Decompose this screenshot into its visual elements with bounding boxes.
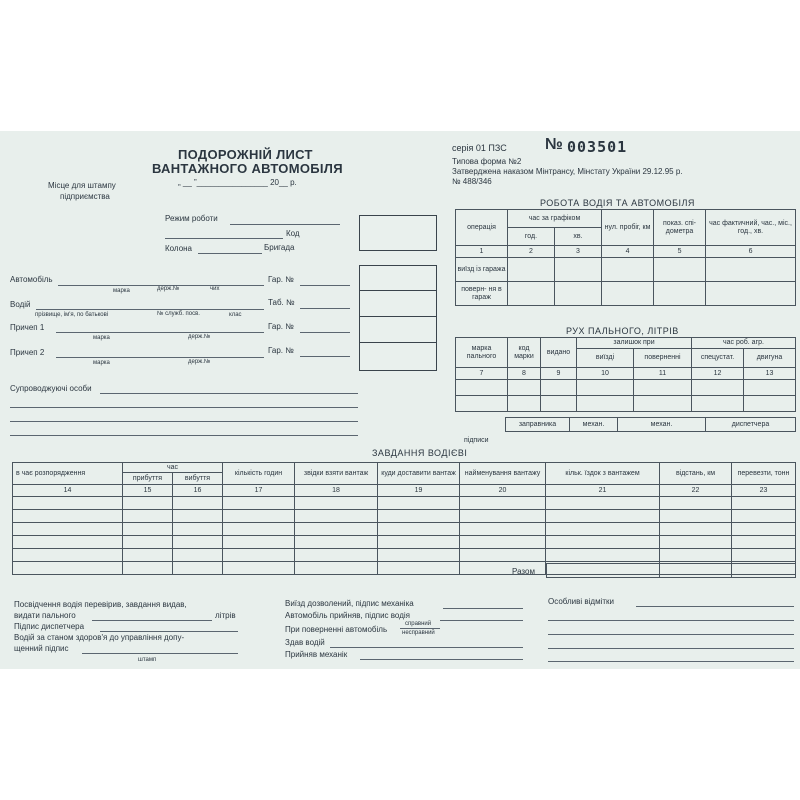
col-time: час (123, 463, 223, 473)
entry-cell[interactable] (602, 282, 654, 306)
sign-tanker[interactable]: заправника (506, 418, 570, 432)
fuel-amount-line[interactable] (92, 620, 212, 621)
total-distance-cell[interactable] (660, 564, 732, 578)
stamp-place-label-2: підприємства (60, 192, 110, 201)
entry-cell[interactable] (508, 258, 555, 282)
sign-mechanic-1[interactable]: механ. (570, 418, 618, 432)
driver-line[interactable] (36, 309, 264, 310)
car-label: Автомобіль (10, 275, 53, 284)
task-cell[interactable] (732, 497, 796, 510)
entry-cell[interactable] (654, 282, 706, 306)
entry-cell[interactable] (508, 380, 541, 396)
footer-dispatcher-signature: Підпис диспетчера (14, 622, 85, 631)
entry-cell[interactable] (577, 380, 634, 396)
footer-admitted-signature: щенний підпис (14, 644, 69, 653)
tasks-title: ЗАВДАННЯ ВОДІЄВІ (372, 448, 468, 458)
footer-car-accepted: Автомобіль прийняв, підпис водія (285, 611, 410, 620)
signatures-label: підписи (464, 437, 489, 444)
col-brand-code: код марки (508, 338, 541, 368)
task-cell[interactable] (173, 523, 223, 536)
special-marks-line-2[interactable] (548, 620, 794, 621)
driver-work-title: РОБОТА ВОДІЯ ТА АВТОМОБІЛЯ (540, 198, 695, 208)
entry-cell[interactable] (541, 396, 577, 412)
task-cell[interactable] (295, 536, 378, 549)
col-hours: год. (508, 228, 555, 246)
work-mode-line[interactable] (230, 224, 340, 225)
col-hours-count: кількість годин (223, 463, 295, 485)
escort-line-3[interactable] (10, 421, 358, 422)
task-cell[interactable] (732, 549, 796, 562)
task-cell[interactable] (378, 497, 460, 510)
num-cell: 5 (654, 246, 706, 258)
task-cell[interactable] (123, 536, 173, 549)
col-operation: операція (456, 210, 508, 246)
handed-driver-line[interactable] (330, 647, 523, 648)
departure-allowed-line[interactable] (443, 608, 523, 609)
col-transport: перевезти, тонн (732, 463, 796, 485)
task-cell[interactable] (123, 497, 173, 510)
num-cell: 8 (508, 368, 541, 380)
footer-accepted-mechanic: Прийняв механік (285, 650, 348, 659)
column-line[interactable] (198, 253, 262, 254)
footer-liters-unit: літрів (215, 611, 236, 620)
entry-cell[interactable] (456, 396, 508, 412)
col-cargo-name: найменування вантажу (460, 463, 546, 485)
footer-faulty: несправний (402, 630, 435, 636)
col-departed: вибуття (173, 473, 223, 485)
num-cell: 16 (173, 485, 223, 497)
accepted-mechanic-line[interactable] (360, 659, 523, 660)
tasks-table (12, 462, 796, 575)
driver-work-table (455, 209, 796, 306)
num-cell: 20 (460, 485, 546, 497)
total-row (546, 563, 796, 578)
task-cell[interactable] (378, 510, 460, 523)
code-line[interactable] (165, 238, 283, 239)
task-cell[interactable] (732, 510, 796, 523)
num-cell: 2 (508, 246, 555, 258)
total-trips-cell[interactable] (547, 564, 660, 578)
trailer2-label: Причеп 2 (10, 348, 45, 357)
entry-cell[interactable] (456, 380, 508, 396)
num-cell: 6 (706, 246, 796, 258)
task-cell[interactable] (123, 562, 173, 575)
num-cell: 3 (555, 246, 602, 258)
trailer1-line[interactable] (56, 332, 264, 333)
sign-dispatcher[interactable]: диспетчера (706, 418, 796, 432)
task-cell[interactable] (123, 549, 173, 562)
task-cell[interactable] (660, 510, 732, 523)
entry-cell[interactable] (602, 258, 654, 282)
entry-cell[interactable] (692, 380, 744, 396)
task-cell[interactable] (173, 562, 223, 575)
footer-driver-health: Водій за станом здоров'я до управління допу- (14, 633, 185, 642)
num-cell: 22 (660, 485, 732, 497)
task-cell[interactable] (460, 536, 546, 549)
fuel-signatures-table (505, 417, 796, 432)
footer-license-checked: Посвідчення водія перевірив, завдання видав, (14, 600, 187, 609)
car-sub-reg: держ.№ (157, 286, 180, 292)
number-sign: № (545, 136, 563, 153)
num-cell: 19 (378, 485, 460, 497)
row-return: поверн- ня в гараж (456, 282, 508, 306)
num-cell: 4 (602, 246, 654, 258)
task-cell[interactable] (13, 536, 123, 549)
col-at-disposal: в чає розпорядження (13, 463, 123, 485)
tab-no-line[interactable] (300, 308, 350, 309)
brigade-label: Бригада (264, 243, 295, 252)
approval-note: Затверджена наказом Мінтрансу, Мінстату України 29.12.95 р. (452, 167, 683, 176)
task-cell[interactable] (173, 549, 223, 562)
entry-cell[interactable] (508, 282, 555, 306)
driver-sub-cert: № служб. посв. (157, 311, 200, 317)
entry-cell[interactable] (555, 258, 602, 282)
task-cell[interactable] (660, 536, 732, 549)
col-on-return: поверненні (634, 349, 692, 368)
total-transport-cell[interactable] (732, 564, 796, 578)
total-label: Разом (512, 567, 535, 576)
num-cell: 11 (634, 368, 692, 380)
task-cell[interactable] (173, 510, 223, 523)
col-engine: двигуна (744, 349, 796, 368)
car-sub-col: чих (210, 286, 220, 292)
date-line[interactable]: „ __ ”________________ 20__ р. (178, 178, 297, 187)
task-cell[interactable] (460, 523, 546, 536)
dispatcher-signature-line[interactable] (100, 631, 238, 632)
task-cell[interactable] (223, 510, 295, 523)
special-marks-line-1[interactable] (636, 606, 794, 607)
task-cell[interactable] (295, 562, 378, 575)
task-cell[interactable] (223, 562, 295, 575)
footer-handed-driver: Здав водій (285, 638, 325, 647)
task-cell[interactable] (460, 549, 546, 562)
driver-sub-class: клас (229, 312, 242, 318)
num-cell: 17 (223, 485, 295, 497)
task-cell[interactable] (378, 562, 460, 575)
num-cell: 12 (692, 368, 744, 380)
task-cell[interactable] (732, 523, 796, 536)
entry-cell[interactable] (541, 380, 577, 396)
entry-cell[interactable] (744, 396, 796, 412)
work-mode-label: Режим роботи (165, 214, 218, 223)
special-marks-line-4[interactable] (548, 648, 794, 649)
num-cell: 13 (744, 368, 796, 380)
trailer2-gar-line[interactable] (300, 356, 350, 357)
stamp-place-label: Місце для штампу (48, 181, 116, 190)
col-from: звідки взяти вантаж (295, 463, 378, 485)
trailer2-sub-brand: марка (93, 360, 110, 366)
entry-cell[interactable] (654, 258, 706, 282)
task-cell[interactable] (546, 497, 660, 510)
fuel-title: РУХ ПАЛЬНОГО, ЛІТРІВ (566, 326, 679, 336)
series-label: серія 01 ПЗС (452, 143, 507, 153)
task-cell[interactable] (378, 536, 460, 549)
num-cell: 7 (456, 368, 508, 380)
num-cell: 15 (123, 485, 173, 497)
approval-number: № 488/346 (452, 177, 492, 186)
tab-no-label: Таб. № (268, 298, 295, 307)
sign-mechanic-2[interactable]: механ. (618, 418, 706, 432)
special-marks-line-5[interactable] (548, 661, 794, 662)
footer-issue-fuel: видати пального (14, 611, 76, 620)
col-fuel-brand: марка пального (456, 338, 508, 368)
num-cell: 14 (13, 485, 123, 497)
task-cell[interactable] (223, 536, 295, 549)
task-cell[interactable] (223, 549, 295, 562)
col-remaining: залишок при (577, 338, 692, 349)
task-cell[interactable] (660, 523, 732, 536)
col-on-departure: виїзді (577, 349, 634, 368)
col-time-work: час роб. агр. (692, 338, 796, 349)
entry-cell[interactable] (744, 380, 796, 396)
col-to: куди доставити вантаж (378, 463, 460, 485)
task-cell[interactable] (13, 497, 123, 510)
trailer1-gar-line[interactable] (300, 332, 350, 333)
col-minutes: хв. (555, 228, 602, 246)
col-zero-run: нул. пробіг, км (602, 210, 654, 246)
typical-form: Типова форма №2 (452, 157, 522, 166)
task-cell[interactable] (546, 510, 660, 523)
footer-special-marks: Особливі відмітки (548, 597, 614, 606)
task-cell[interactable] (173, 536, 223, 549)
num-cell: 18 (295, 485, 378, 497)
waybill-sheet (0, 131, 800, 669)
stamp-box-column (359, 265, 437, 371)
trailer2-line[interactable] (56, 357, 264, 358)
return-state-divider (400, 628, 440, 629)
code-label: Код (286, 229, 300, 238)
col-trips: кільк. їздок з вантажем (546, 463, 660, 485)
task-cell[interactable] (13, 510, 123, 523)
task-cell[interactable] (295, 497, 378, 510)
escort-line-4[interactable] (10, 435, 358, 436)
task-cell[interactable] (223, 497, 295, 510)
task-cell[interactable] (378, 549, 460, 562)
col-sched-time: час за графіком (508, 210, 602, 228)
entry-cell[interactable] (634, 396, 692, 412)
col-actual-time: час фактичний, час., міс., год., хв. (706, 210, 796, 246)
task-cell[interactable] (660, 497, 732, 510)
driver-sub-name: прізвище, ім'я, по батькові (35, 312, 109, 318)
task-cell[interactable] (546, 549, 660, 562)
task-cell[interactable] (223, 523, 295, 536)
task-cell[interactable] (660, 549, 732, 562)
car-accepted-line[interactable] (440, 620, 523, 621)
task-cell[interactable] (460, 510, 546, 523)
task-cell[interactable] (460, 497, 546, 510)
car-gar-line[interactable] (300, 285, 350, 286)
column-label: Колона (165, 244, 193, 253)
task-cell[interactable] (546, 536, 660, 549)
entry-cell[interactable] (692, 396, 744, 412)
num-cell: 23 (732, 485, 796, 497)
task-cell[interactable] (123, 510, 173, 523)
stamp-box-top[interactable] (359, 215, 437, 251)
col-odometer: показ. спі- дометра (654, 210, 706, 246)
row-departure: виїзд із гаража (456, 258, 508, 282)
trailer1-sub-reg: держ.№ (188, 334, 211, 340)
footer-stamp-sub: штамп (138, 657, 157, 663)
task-cell[interactable] (378, 523, 460, 536)
entry-cell[interactable] (555, 282, 602, 306)
num-cell: 1 (456, 246, 508, 258)
footer-departure-allowed: Виїзд дозволений, підпис механіка (285, 599, 414, 608)
col-special: спецустат. (692, 349, 744, 368)
task-cell[interactable] (295, 523, 378, 536)
task-cell[interactable] (732, 536, 796, 549)
trailer2-sub-reg: держ.№ (188, 359, 211, 365)
footer-on-return: При поверненні автомобіль (285, 625, 388, 634)
entry-cell[interactable] (706, 282, 796, 306)
num-cell: 10 (577, 368, 634, 380)
task-cell[interactable] (546, 523, 660, 536)
escort-line-1[interactable] (100, 393, 358, 394)
task-cell[interactable] (295, 510, 378, 523)
task-cell[interactable] (295, 549, 378, 562)
task-cell[interactable] (123, 523, 173, 536)
num-cell: 21 (546, 485, 660, 497)
trailer2-gar-label: Гар. № (268, 346, 294, 355)
escort-label: Супроводжуючі особи (10, 384, 92, 393)
trailer1-sub-brand: марка (93, 335, 110, 341)
entry-cell[interactable] (706, 258, 796, 282)
form-number: 003501 (567, 138, 628, 156)
col-issued: видано (541, 338, 577, 368)
form-title-line2: ВАНТАЖНОГО АВТОМОБІЛЯ (152, 161, 343, 176)
col-arrived: прибуття (123, 473, 173, 485)
admitted-signature-line[interactable] (82, 653, 238, 654)
car-gar-label: Гар. № (268, 275, 294, 284)
special-marks-line-3[interactable] (548, 634, 794, 635)
form-title-line1: ПОДОРОЖНІЙ ЛИСТ (178, 147, 313, 162)
trailer1-label: Причеп 1 (10, 323, 45, 332)
entry-cell[interactable] (577, 396, 634, 412)
task-cell[interactable] (13, 549, 123, 562)
fuel-table (455, 337, 796, 412)
task-cell[interactable] (173, 497, 223, 510)
col-distance: відстань, км (660, 463, 732, 485)
driver-label: Водій (10, 300, 31, 309)
trailer1-gar-label: Гар. № (268, 322, 294, 331)
entry-cell[interactable] (508, 396, 541, 412)
task-cell[interactable] (13, 523, 123, 536)
car-sub-brand: марка (113, 288, 130, 294)
escort-line-2[interactable] (10, 407, 358, 408)
footer-serviceable: справний (405, 621, 432, 627)
num-cell: 9 (541, 368, 577, 380)
task-cell[interactable] (13, 562, 123, 575)
entry-cell[interactable] (634, 380, 692, 396)
